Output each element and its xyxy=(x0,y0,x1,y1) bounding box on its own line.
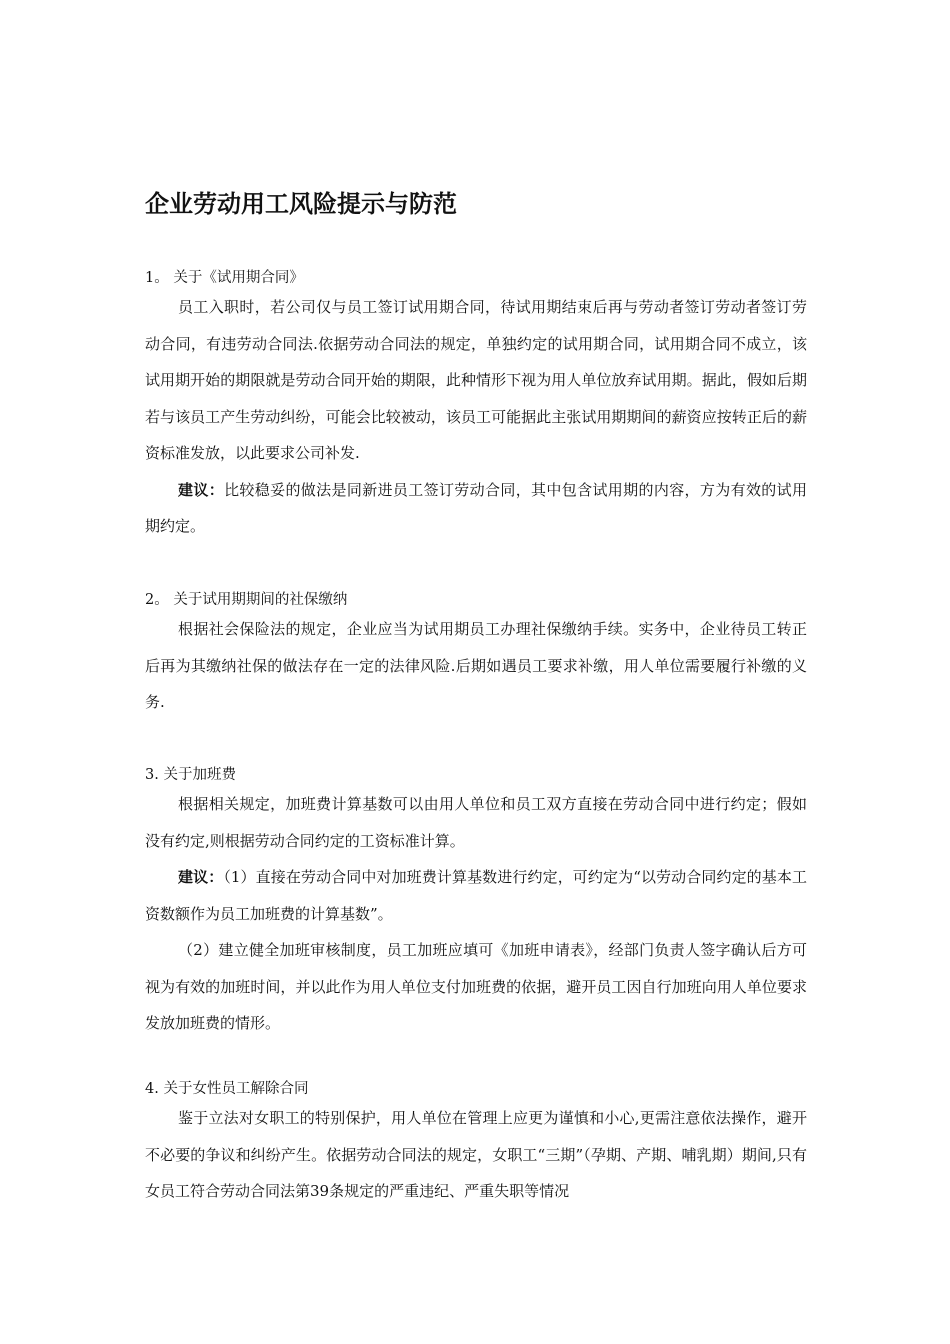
paragraph-text: （1）直接在劳动合同中对加班费计算基数进行约定，可约定为“以劳动合同约定的基本工资数额作为员工加班费的计算基数”。 xyxy=(145,868,807,923)
suggestion-paragraph xyxy=(145,472,807,545)
paragraph-text: 根据相关规定，加班费计算基数可以由用人单位和员工双方直接在劳动合同中进行约定；假如没有约定,则根据劳动合同约定的工资标准计算。 xyxy=(145,795,807,850)
body-paragraph xyxy=(145,786,807,859)
body-paragraph xyxy=(145,932,807,1042)
document-title: 企业劳动用工风险提示与防范 xyxy=(145,190,457,218)
paragraph-text: 鉴于立法对女职工的特别保护，用人单位在管理上应更为谨慎和小心,更需注意依法操作，避开不必要的争议和纠纷产生。依据劳动合同法的规定，女职工“三期”（孕期、产期、哺乳期）期间,只有女员工符合劳动合同法第39条规定的严重违纪、严重失职等情况 xyxy=(145,1109,807,1200)
paragraph-text: 根据社会保险法的规定，企业应当为试用期员工办理社保缴纳手续。实务中，企业待员工转正后再为其缴纳社保的做法存在一定的法律风险.后期如遇员工要求补缴，用人单位需要履行补缴的义务. xyxy=(145,620,807,711)
paragraph-text: 员工入职时，若公司仅与员工签订试用期合同，待试用期结束后再与劳动者签订劳动者签订劳动合同，有违劳动合同法.依据劳动合同法的规定，单独约定的试用期合同，试用期合同不成立，该试用期开始的期限就是劳动合同开始的期限，此种情形下视为用人单位放弃试用期。据此，假如后期若与该员工产生劳动纠纷，可能会比较被动，该员工可能据此主张试用期期间的薪资应按转正后的薪资标准发放，以此要求公司补发. xyxy=(145,298,807,462)
body-paragraph xyxy=(145,611,807,721)
section-female-employees xyxy=(145,1078,807,1210)
section-probation-contract xyxy=(145,267,807,545)
section-social-insurance xyxy=(145,589,807,721)
section-overtime-pay xyxy=(145,764,807,1042)
suggestion-paragraph xyxy=(145,859,807,932)
section-heading: 3. 关于加班费 xyxy=(145,767,236,783)
section-heading: 2。 关于试用期期间的社保缴纳 xyxy=(145,592,348,608)
suggestion-label: 建议： xyxy=(178,868,224,886)
paragraph-text: 比较稳妥的做法是同新进员工签订劳动合同，其中包含试用期的内容，方为有效的试用期约定。 xyxy=(145,480,807,535)
section-heading: 4. 关于女性员工解除合同 xyxy=(145,1081,309,1097)
suggestion-label: 建议： xyxy=(178,480,225,499)
body-paragraph xyxy=(145,289,807,472)
body-paragraph xyxy=(145,1100,807,1210)
paragraph-text: （2）建立健全加班审核制度，员工加班应填可《加班申请表》，经部门负责人签字确认后方可视为有效的加班时间，并以此作为用人单位支付加班费的依据，避开员工因自行加班向用人单位要求发放加班费的情形。 xyxy=(145,941,807,1032)
section-heading: 1。 关于《试用期合同》 xyxy=(145,270,304,286)
